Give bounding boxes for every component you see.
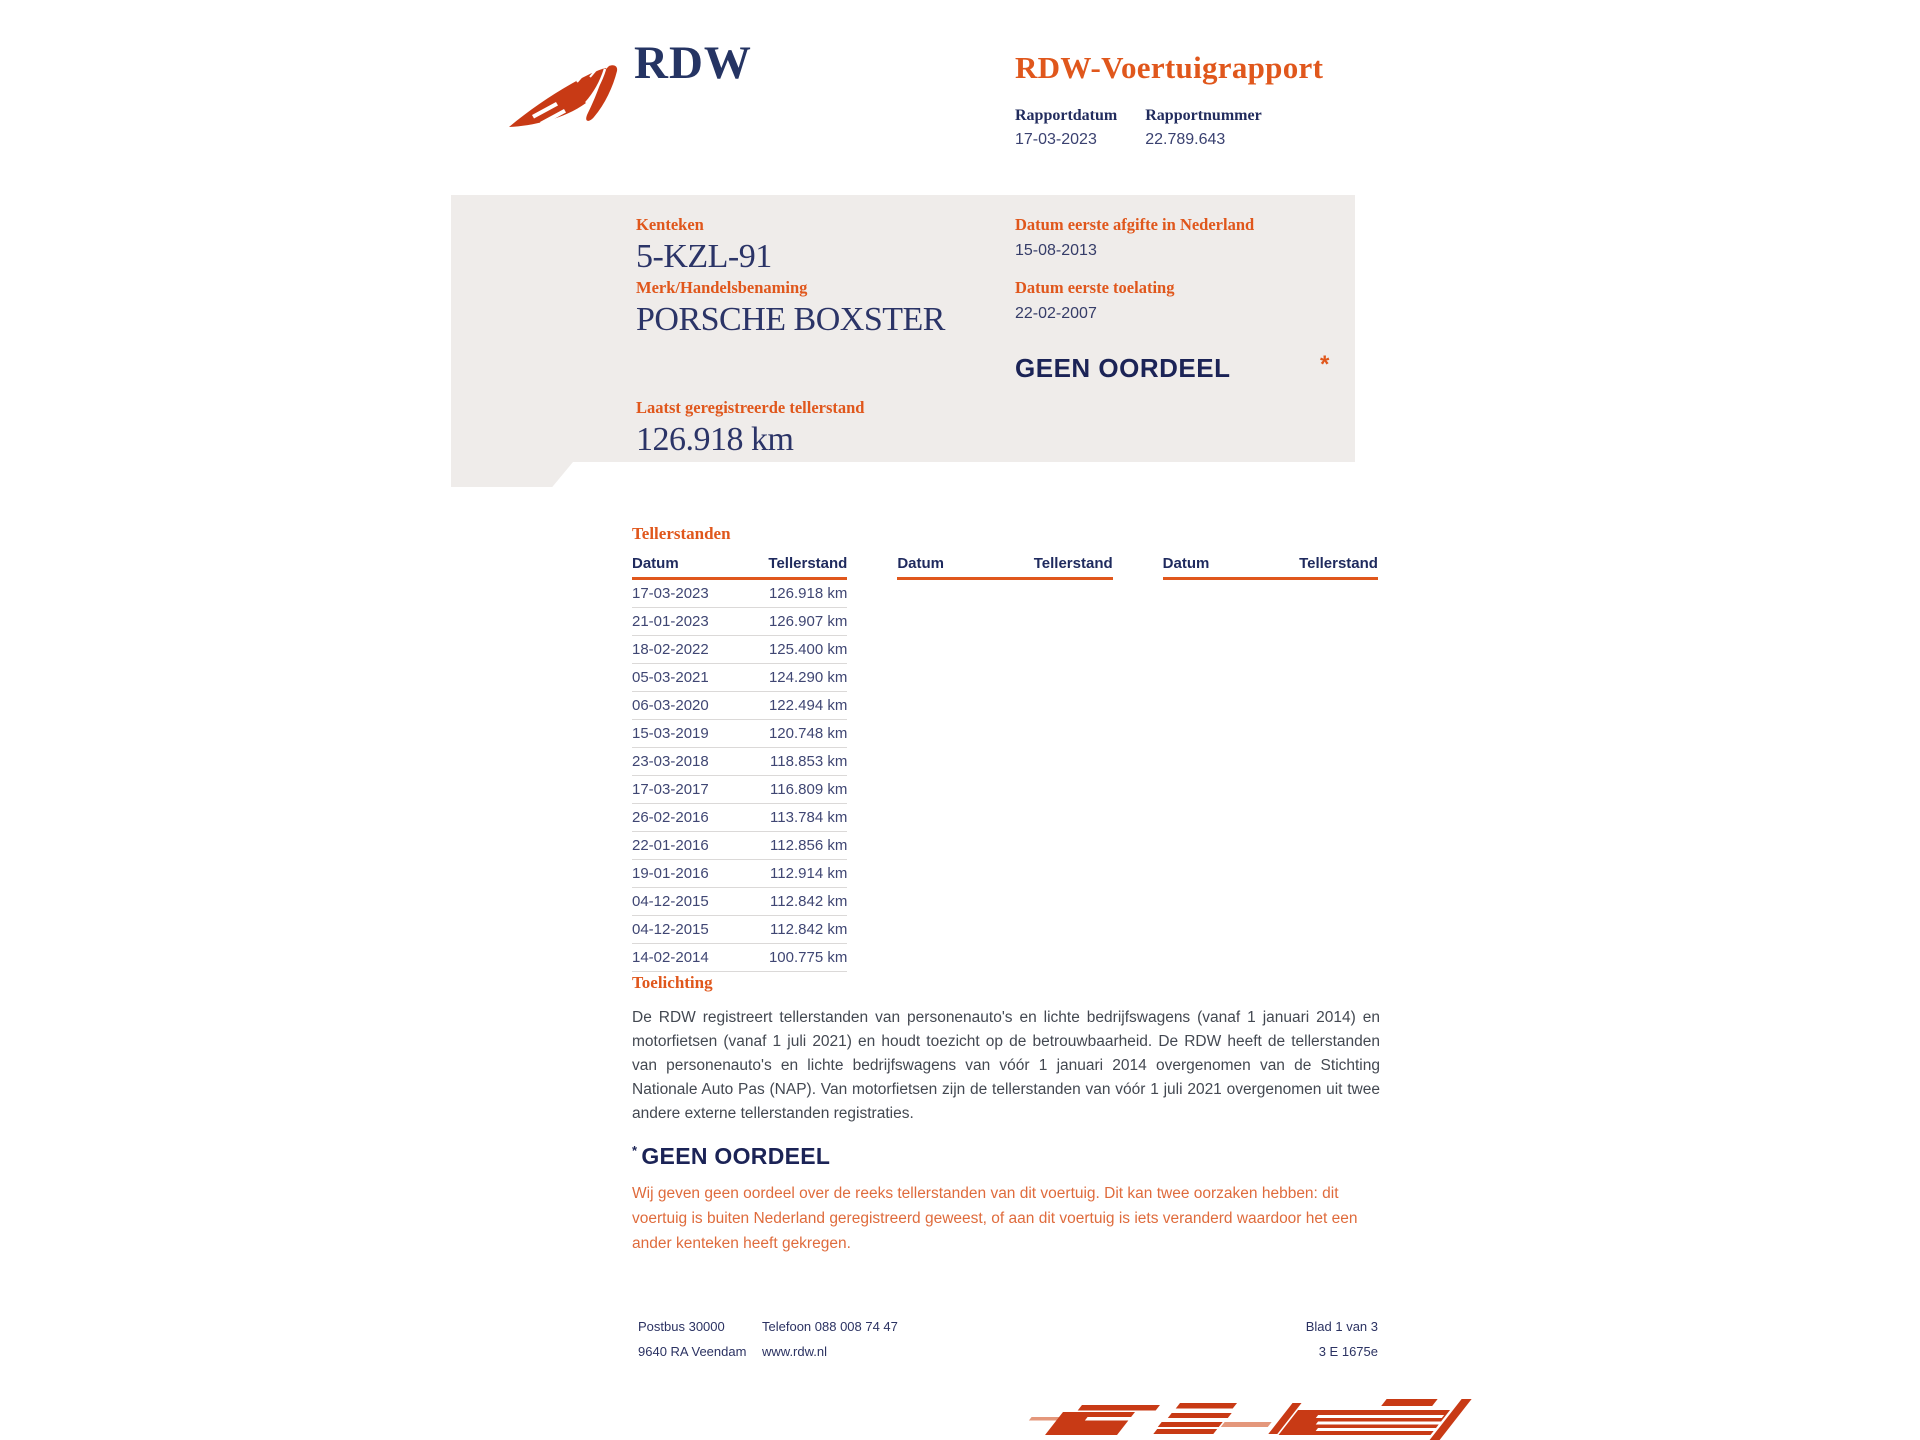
oordeel-status: GEEN OORDEEL xyxy=(1015,353,1231,383)
table-row xyxy=(632,608,847,636)
col-tellerstand: Tellerstand xyxy=(768,555,848,572)
panel-tail-shape xyxy=(451,462,573,487)
col-tellerstand: Tellerstand xyxy=(1299,555,1378,572)
row-tellerstand: 112.914 km xyxy=(770,865,848,882)
row-datum: 14-02-2014 xyxy=(632,949,709,966)
report-number-value: 22.789.643 xyxy=(1145,131,1226,148)
row-tellerstand: 124.290 km xyxy=(768,669,848,686)
merk-label: Merk/Handelsbenaming xyxy=(636,278,808,297)
table-row xyxy=(632,664,847,692)
row-tellerstand: 120.748 km xyxy=(768,725,848,742)
toelichting-body: De RDW registreert tellerstanden van personenauto's en lichte bedrijfswagens (vanaf 1 januari 2014) en motorfietsen (vanaf 1 juli 2021) en houdt toezicht op de betrouwbaarheid. De RDW heeft de tellerstanden van personenauto's en lichte bedrijfswagens van vóór 1 januari 2014 overgenomen van de Stichting Nationale Auto Pas (NAP). Van motorfietsen zijn de tellerstanden van vóór 1 juli 2021 overgenomen uit twee andere externe tellerstanden registraties. xyxy=(632,1009,1380,1122)
table-row xyxy=(632,888,847,916)
afgifte-value: 15-08-2013 xyxy=(1015,242,1097,259)
row-tellerstand: 125.400 km xyxy=(768,641,848,658)
table-row xyxy=(632,776,847,804)
row-tellerstand: 118.853 km xyxy=(770,753,848,770)
report-number-field xyxy=(1145,107,1261,149)
report-meta xyxy=(1015,107,1262,149)
row-datum: 04-12-2015 xyxy=(632,893,709,910)
kenteken-field xyxy=(636,215,772,276)
row-datum: 05-03-2021 xyxy=(632,669,709,686)
row-datum: 15-03-2019 xyxy=(632,725,709,742)
table-group-3 xyxy=(1163,555,1378,972)
page-footer xyxy=(638,1320,1378,1359)
tellerstand-field xyxy=(636,398,865,459)
kenteken-label: Kenteken xyxy=(636,215,704,234)
row-tellerstand: 112.842 km xyxy=(770,893,848,910)
table-row xyxy=(632,580,847,608)
oordeel-asterisk: * xyxy=(1320,351,1330,378)
report-number-label: Rapportnummer xyxy=(1145,107,1262,124)
table-row xyxy=(632,944,847,972)
table-group-2 xyxy=(897,555,1112,972)
row-tellerstand: 126.918 km xyxy=(768,585,848,602)
row-tellerstand: 100.775 km xyxy=(768,949,848,966)
tellerstanden-title: Tellerstanden xyxy=(632,524,731,543)
footer-page-number: Blad 1 van 3 xyxy=(1305,1319,1378,1334)
row-datum: 19-01-2016 xyxy=(632,865,709,882)
col-tellerstand: Tellerstand xyxy=(1033,555,1113,572)
row-datum: 17-03-2023 xyxy=(632,585,709,602)
merk-field xyxy=(636,278,945,339)
row-datum: 22-01-2016 xyxy=(632,837,709,854)
report-date-label: Rapportdatum xyxy=(1015,107,1118,124)
footer-address-line2: 9640 RA Veendam xyxy=(638,1344,747,1359)
toelating-label: Datum eerste toelating xyxy=(1015,278,1175,297)
row-datum: 18-02-2022 xyxy=(632,641,709,658)
tellerstanden-table xyxy=(632,555,1378,972)
oordeel-heading xyxy=(632,1143,1380,1170)
table-row xyxy=(632,804,847,832)
footer-phone: Telefoon 088 008 74 47 xyxy=(762,1319,898,1334)
oordeel-heading-text: GEEN OORDEEL xyxy=(641,1143,831,1169)
table-row xyxy=(632,636,847,664)
row-tellerstand: 113.784 km xyxy=(770,809,848,826)
toelichting-title: Toelichting xyxy=(632,973,713,992)
tellerstanden-rows xyxy=(632,580,847,972)
speed-lines-graphic xyxy=(1028,1396,1478,1440)
col-datum: Datum xyxy=(1162,555,1210,572)
report-date-value: 17-03-2023 xyxy=(1015,131,1097,148)
table-group-1 xyxy=(632,555,847,972)
footer-contact xyxy=(762,1320,898,1359)
toelating-value: 22-02-2007 xyxy=(1015,305,1097,322)
footer-form-code: 3 E 1675e xyxy=(1318,1344,1378,1359)
table-row xyxy=(632,832,847,860)
table-header xyxy=(632,555,847,580)
row-tellerstand: 126.907 km xyxy=(768,613,848,630)
oordeel-explanation: Wij geven geen oordeel over de reeks tellerstanden van dit voertuig. Dit kan twee oorzaken hebben: dit voertuig is buiten Nederland geregistreerd geweest, of aan dit voertuig is iets veranderd waardoor het een ander kenteken heeft gekregen. xyxy=(632,1185,1358,1252)
row-tellerstand: 122.494 km xyxy=(768,697,848,714)
page-title: RDW-Voertuigrapport xyxy=(1015,50,1324,85)
tellerstand-value: 126.918 km xyxy=(636,421,794,458)
col-datum: Datum xyxy=(632,555,679,572)
merk-value: PORSCHE BOXSTER xyxy=(636,301,945,338)
afgifte-field xyxy=(1015,215,1254,260)
rdw-logo-text: RDW xyxy=(634,37,752,89)
row-tellerstand: 116.809 km xyxy=(770,781,848,798)
footer-address-line1: Postbus 30000 xyxy=(638,1319,725,1334)
report-date-field xyxy=(1015,107,1117,149)
row-datum: 21-01-2023 xyxy=(632,613,709,630)
table-row xyxy=(632,692,847,720)
col-datum: Datum xyxy=(897,555,944,572)
row-datum: 23-03-2018 xyxy=(632,753,709,770)
row-datum: 26-02-2016 xyxy=(632,809,709,826)
table-header xyxy=(897,555,1112,580)
rdw-feather-logo-icon xyxy=(504,56,622,130)
table-row xyxy=(632,720,847,748)
footer-address xyxy=(638,1320,762,1359)
vehicle-summary-panel xyxy=(451,195,1355,462)
footer-page-info xyxy=(1306,1320,1378,1359)
row-datum: 06-03-2020 xyxy=(632,697,709,714)
table-row xyxy=(632,860,847,888)
footer-website: www.rdw.nl xyxy=(762,1344,828,1359)
tellerstand-label: Laatst geregistreerde tellerstand xyxy=(636,398,865,417)
row-datum: 04-12-2015 xyxy=(632,921,709,938)
table-row xyxy=(632,748,847,776)
row-datum: 17-03-2017 xyxy=(632,781,709,798)
tellerstanden-section xyxy=(632,524,1378,972)
kenteken-value: 5-KZL-91 xyxy=(636,238,772,275)
toelichting-section xyxy=(632,973,1380,1256)
table-header xyxy=(1163,555,1378,580)
row-tellerstand: 112.856 km xyxy=(770,837,848,854)
table-row xyxy=(632,916,847,944)
afgifte-label: Datum eerste afgifte in Nederland xyxy=(1015,215,1255,234)
toelating-field xyxy=(1015,278,1174,323)
oordeel-heading-asterisk: * xyxy=(632,1143,638,1159)
row-tellerstand: 112.842 km xyxy=(770,921,848,938)
